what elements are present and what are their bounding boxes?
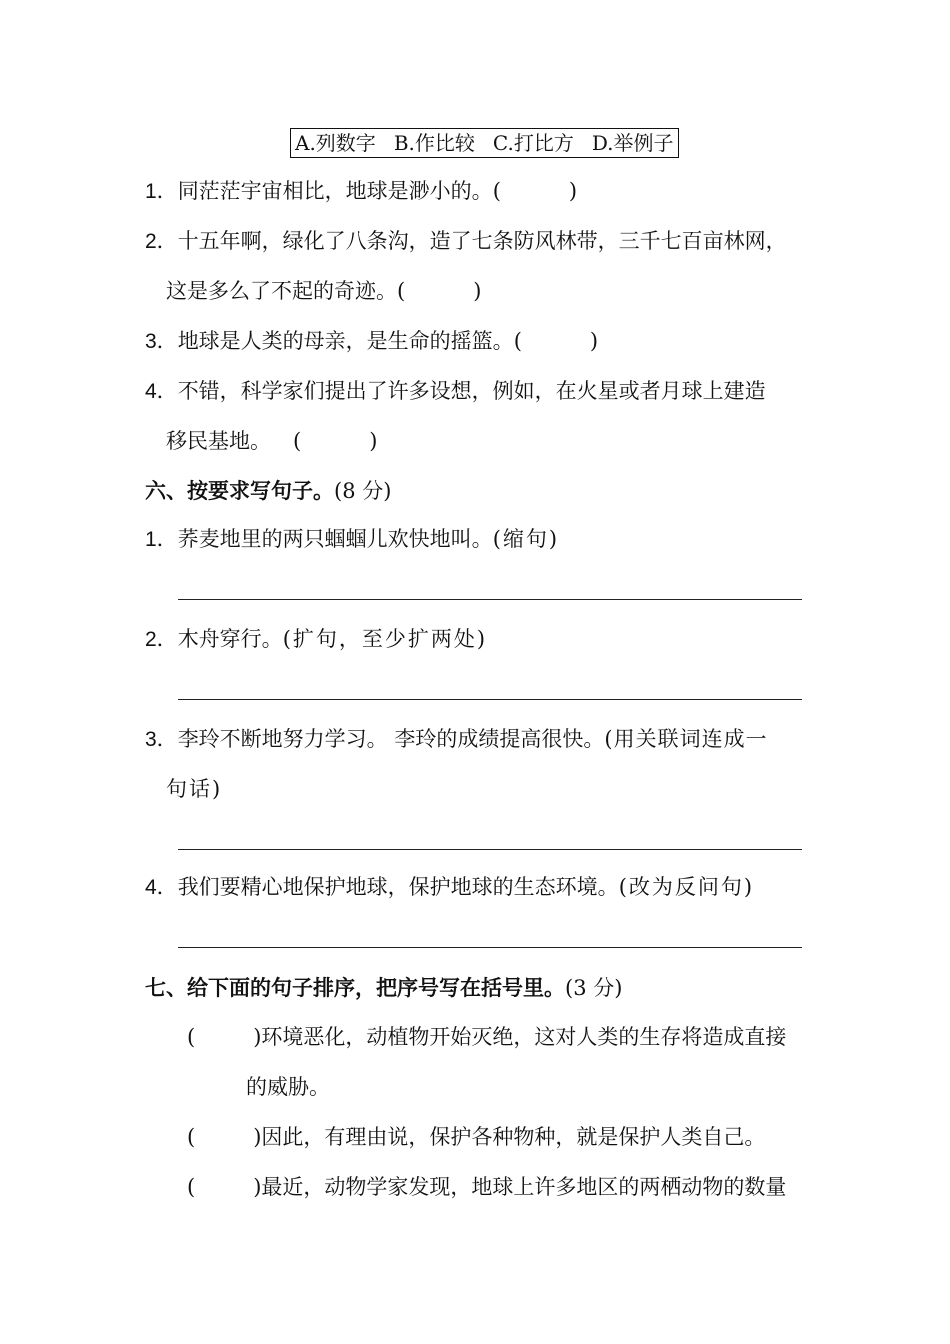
paren-close: ) — [369, 429, 378, 453]
item-number: 4． — [145, 380, 178, 403]
item-text: 荞麦地里的两只蝈蝈儿欢快地叫。 — [177, 527, 493, 551]
s7-item-2 — [187, 1123, 765, 1151]
item-text: 这是多么了不起的奇迹。 — [166, 279, 397, 303]
item-text: 因此，有理由说，保护各种物种，就是保护人类自己。 — [261, 1125, 766, 1149]
item-number: 2． — [145, 628, 178, 651]
answer-line[interactable] — [178, 947, 802, 948]
answer-line[interactable] — [178, 599, 802, 600]
item-number: 1． — [145, 180, 178, 203]
s5-item-3 — [145, 327, 598, 356]
s5-item-4-line1 — [145, 377, 766, 406]
item-text: 李玲不断地努力学习。 李玲的成绩提高很快。 — [177, 727, 605, 751]
item-hint: (用关联词连成一 — [604, 727, 768, 751]
section-title: 六、按要求写句子。 — [145, 478, 334, 503]
options-box — [290, 128, 679, 158]
option-c: C.打比方 — [492, 131, 574, 155]
item-hint: (扩句，至少扩两处) — [282, 627, 488, 651]
section-title: 七、给下面的句子排序，把序号写在括号里。 — [145, 975, 565, 1000]
item-text: 我们要精心地保护地球，保护地球的生态环境。 — [177, 875, 619, 899]
paren-open: ( — [187, 1125, 196, 1149]
item-text: 同茫茫宇宙相比，地球是渺小的。 — [177, 179, 493, 203]
item-hint: (改为反问句) — [618, 875, 755, 899]
paren-close: ) — [589, 329, 599, 353]
option-b: B.作比较 — [393, 131, 475, 155]
item-number: 4． — [145, 876, 178, 899]
paren-open: ( — [513, 329, 522, 353]
section-score: (8 分) — [334, 479, 392, 503]
item-text: 环境恶化，动植物开始灭绝，这对人类的生存将造成直接 — [261, 1025, 787, 1049]
s6-item-1 — [145, 525, 559, 554]
option-d: D.举例子 — [591, 131, 674, 155]
paren-close: ) — [253, 1025, 262, 1049]
s6-item-3-line2 — [166, 775, 222, 803]
paren-open: ( — [187, 1025, 196, 1049]
s5-item-1 — [145, 177, 577, 206]
section-score: (3 分) — [565, 976, 623, 1000]
item-number: 2． — [145, 230, 178, 253]
s6-item-2 — [145, 625, 487, 654]
s5-item-2-line2 — [166, 277, 481, 305]
item-text: 地球是人类的母亲，是生命的摇篮。 — [177, 329, 514, 353]
section6-heading — [145, 477, 391, 505]
s7-item-3 — [187, 1173, 786, 1201]
item-text: 不错，科学家们提出了许多设想，例如，在火星或者月球上建造 — [177, 379, 766, 403]
s6-item-3-line1 — [145, 725, 768, 754]
s7-item-1-line2 — [246, 1073, 330, 1101]
item-text: 最近，动物学家发现，地球上许多地区的两栖动物的数量 — [261, 1175, 787, 1199]
section7-heading — [145, 974, 622, 1002]
item-text: 移民基地。 — [166, 429, 271, 453]
item-text: 十五年啊，绿化了八条沟，造了七条防风林带，三千七百亩林网， — [177, 229, 787, 253]
paren-open: ( — [187, 1175, 196, 1199]
paren-close: ) — [253, 1175, 262, 1199]
item-number: 1． — [145, 528, 178, 551]
option-a: A.列数字 — [295, 131, 376, 155]
paren-open: ( — [492, 179, 501, 203]
s5-item-2-line1 — [145, 227, 787, 256]
paren-close: ) — [568, 179, 578, 203]
paren-open: ( — [293, 429, 302, 453]
item-text: 木舟穿行。 — [177, 627, 283, 651]
item-number: 3． — [145, 728, 178, 751]
item-hint: 句话) — [166, 777, 223, 801]
answer-line[interactable] — [178, 849, 802, 850]
answer-line[interactable] — [178, 699, 802, 700]
paren-close: ) — [253, 1125, 262, 1149]
item-number: 3． — [145, 330, 178, 353]
s7-item-1-line1 — [187, 1023, 786, 1051]
item-hint: (缩句) — [492, 527, 560, 551]
item-text: 的威胁。 — [246, 1075, 330, 1099]
paren-close: ) — [473, 279, 482, 303]
s6-item-4 — [145, 873, 754, 902]
paren-open: ( — [397, 279, 406, 303]
s5-item-4-line2 — [166, 427, 377, 455]
